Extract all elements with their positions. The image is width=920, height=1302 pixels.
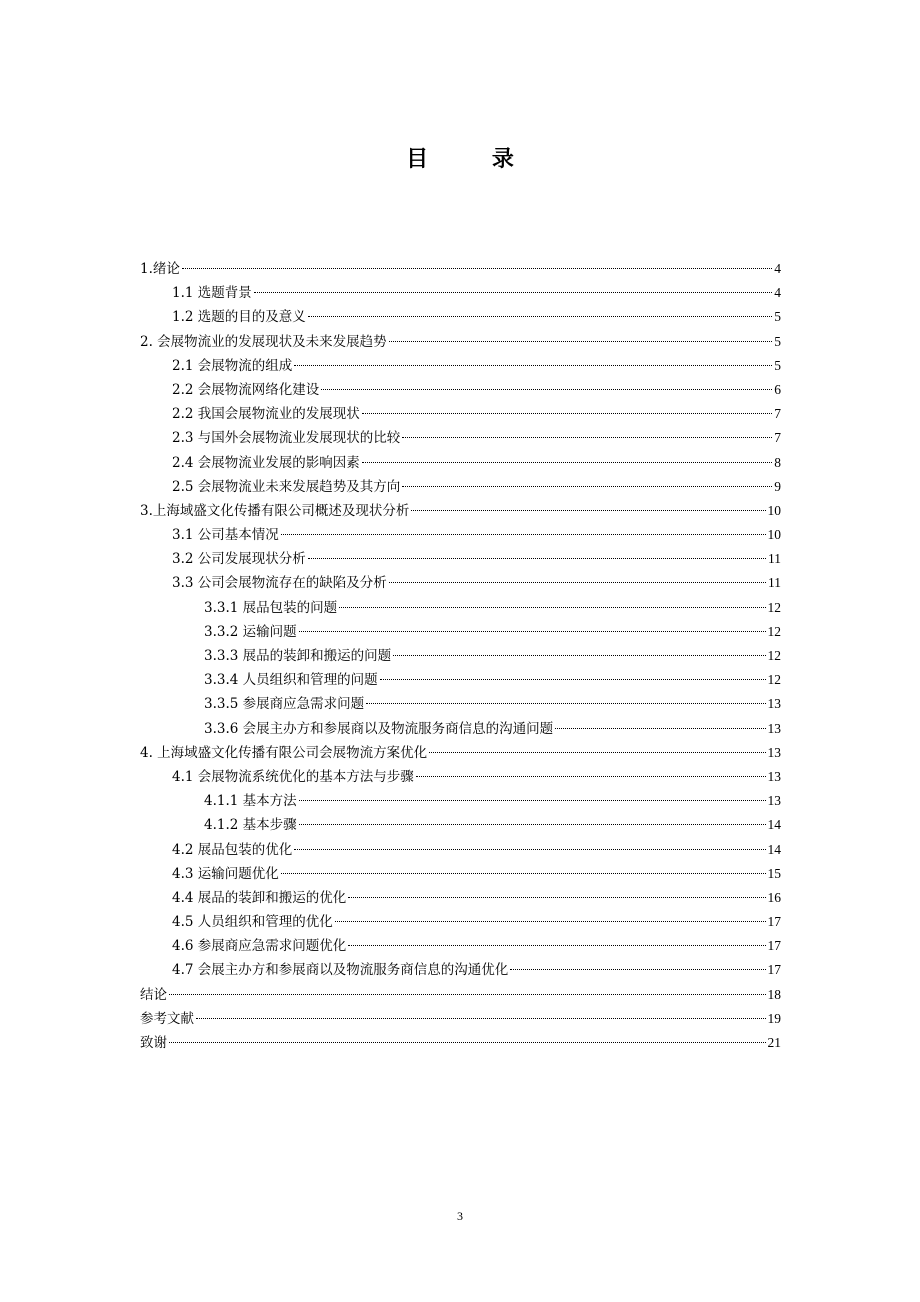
- toc-entry[interactable]: [140, 692, 781, 716]
- toc-entry-label: 4.5 人员组织和管理的优化: [172, 914, 333, 931]
- toc-entry-label: 3.3.1 展品包装的问题: [204, 599, 338, 616]
- toc-entry-page: 13: [767, 744, 781, 760]
- toc-entry-page: 14: [767, 841, 781, 857]
- page-number: 3: [457, 1209, 463, 1223]
- toc-dot-leader: [393, 654, 765, 656]
- toc-entry-label: 3.上海域盛文化传播有限公司概述及现状分析: [140, 502, 410, 519]
- toc-entry[interactable]: [140, 1007, 781, 1031]
- toc-entry-label: 2.2 会展物流网络化建设: [172, 381, 320, 398]
- toc-entry-label: 2.5 会展物流业未来发展趋势及其方向: [172, 478, 401, 495]
- toc-entry[interactable]: [140, 571, 781, 595]
- toc-dot-leader: [389, 340, 773, 342]
- toc-entry-label: 3.3.4 人员组织和管理的问题: [204, 672, 378, 689]
- toc-entry-page: 8: [774, 454, 781, 470]
- toc-entry-page: 19: [767, 1010, 781, 1026]
- page-title: 目 录: [406, 147, 542, 172]
- toc-dot-leader: [294, 364, 772, 366]
- toc-entry[interactable]: [140, 596, 781, 620]
- toc-entry-label: 致谢: [140, 1035, 167, 1051]
- toc-entry-label: 结论: [140, 986, 167, 1003]
- toc-dot-leader: [335, 920, 766, 922]
- toc-entry[interactable]: [140, 378, 781, 402]
- toc-entry[interactable]: [140, 717, 781, 741]
- toc-dot-leader: [348, 896, 765, 898]
- toc-entry-label: 4.1.2 基本步骤: [204, 817, 297, 834]
- toc-entry-page: 4: [774, 285, 781, 301]
- toc-entry-page: 17: [767, 962, 781, 978]
- toc-entry[interactable]: [140, 402, 781, 426]
- toc-entry-page: 12: [767, 599, 781, 615]
- toc-entry[interactable]: [140, 958, 781, 982]
- toc-entry[interactable]: [140, 1031, 781, 1055]
- toc-dot-leader: [299, 823, 766, 825]
- toc-entry-page: 12: [767, 623, 781, 639]
- toc-entry[interactable]: [140, 475, 781, 499]
- toc-entry[interactable]: [140, 789, 781, 813]
- toc-entry-page: 6: [774, 381, 781, 397]
- toc-entry-page: 17: [767, 914, 781, 930]
- toc-entry[interactable]: [140, 765, 781, 789]
- toc-entry[interactable]: [140, 813, 781, 837]
- toc-entry-page: 12: [767, 672, 781, 688]
- toc-entry-label: 4. 上海域盛文化传播有限公司会展物流方案优化: [140, 744, 428, 761]
- toc-entry[interactable]: [140, 451, 781, 475]
- toc-entry-page: 13: [767, 720, 781, 736]
- toc-entry[interactable]: [140, 838, 781, 862]
- toc-entry-page: 15: [767, 865, 781, 881]
- toc-entry-page: 11: [768, 551, 781, 567]
- toc-dot-leader: [555, 727, 765, 729]
- toc-entry-page: 5: [774, 333, 781, 349]
- toc-entry-page: 21: [767, 1035, 781, 1050]
- toc-entry[interactable]: [140, 281, 781, 305]
- toc-entry-label: 4.1.1 基本方法: [204, 793, 297, 810]
- toc-entry-label: 3.3.5 参展商应急需求问题: [204, 696, 365, 713]
- toc-entry-page: 17: [767, 938, 781, 954]
- toc-entry-page: 10: [767, 502, 781, 518]
- toc-entry[interactable]: [140, 257, 781, 281]
- toc-entry-label: 3.2 公司发展现状分析: [172, 551, 306, 568]
- toc-entry-label: 1.1 选题背景: [172, 285, 252, 302]
- toc-dot-leader: [510, 968, 765, 970]
- toc-dot-leader: [348, 944, 765, 946]
- toc-entry-label: 4.7 会展主办方和参展商以及物流服务商信息的沟通优化: [172, 962, 509, 979]
- toc-entry[interactable]: [140, 426, 781, 450]
- toc-entry-label: 3.3.6 会展主办方和参展商以及物流服务商信息的沟通问题: [204, 720, 554, 737]
- toc-dot-leader: [254, 291, 772, 293]
- toc-entry-page: 11: [768, 575, 781, 591]
- toc-dot-leader: [308, 557, 766, 559]
- table-of-contents: [140, 257, 781, 1055]
- toc-entry-page: 14: [767, 817, 781, 833]
- toc-entry[interactable]: [140, 741, 781, 765]
- toc-entry-page: 7: [774, 406, 781, 422]
- toc-entry-page: 18: [767, 986, 781, 1002]
- toc-dot-leader: [380, 678, 766, 680]
- toc-entry-label: 3.3 公司会展物流存在的缺陷及分析: [172, 575, 387, 592]
- toc-entry-label: 2.3 与国外会展物流业发展现状的比较: [172, 430, 401, 447]
- toc-dot-leader: [281, 872, 766, 874]
- toc-entry-label: 4.1 会展物流系统优化的基本方法与步骤: [172, 768, 414, 785]
- toc-dot-leader: [169, 993, 766, 995]
- toc-entry-page: 13: [767, 696, 781, 712]
- toc-entry-label: 参考文献: [140, 1010, 194, 1027]
- toc-entry-page: 12: [767, 648, 781, 663]
- toc-dot-leader: [196, 1017, 766, 1019]
- toc-entry[interactable]: [140, 330, 781, 354]
- toc-entry-label: 1.2 选题的目的及意义: [172, 309, 306, 326]
- toc-entry[interactable]: [140, 523, 781, 547]
- toc-entry-page: 9: [774, 478, 781, 494]
- toc-dot-leader: [299, 799, 766, 801]
- toc-entry-page: 5: [774, 309, 781, 325]
- toc-entry-label: 4.4 展品的装卸和搬运的优化: [172, 889, 347, 906]
- toc-dot-leader: [299, 630, 766, 632]
- toc-dot-leader: [182, 267, 772, 269]
- toc-entry[interactable]: [140, 620, 781, 644]
- toc-entry[interactable]: [140, 547, 781, 571]
- toc-entry[interactable]: [140, 983, 781, 1007]
- toc-entry-label: 3.3.3 展品的装卸和搬运的问题: [204, 648, 392, 664]
- toc-entry[interactable]: [140, 934, 781, 958]
- toc-entry-label: 2.1 会展物流的组成: [172, 357, 293, 374]
- toc-entry[interactable]: [140, 499, 781, 523]
- toc-dot-leader: [362, 412, 772, 414]
- toc-dot-leader: [339, 606, 765, 608]
- toc-dot-leader: [429, 751, 765, 753]
- toc-entry-label: 1.绪论: [140, 261, 180, 277]
- toc-entry[interactable]: [140, 644, 781, 668]
- toc-entry[interactable]: [140, 305, 781, 329]
- toc-entry[interactable]: [140, 668, 781, 692]
- toc-dot-leader: [294, 848, 765, 850]
- toc-entry-label: 2. 会展物流业的发展现状及未来发展趋势: [140, 333, 387, 350]
- toc-entry-page: 10: [767, 527, 781, 543]
- toc-dot-leader: [362, 461, 772, 463]
- toc-dot-leader: [366, 702, 765, 704]
- toc-dot-leader: [281, 533, 766, 535]
- toc-dot-leader: [411, 509, 765, 511]
- toc-dot-leader: [402, 436, 772, 438]
- toc-entry-label: 4.6 参展商应急需求问题优化: [172, 938, 347, 955]
- toc-dot-leader: [321, 388, 772, 390]
- toc-entry[interactable]: [140, 354, 781, 378]
- toc-dot-leader: [308, 315, 772, 317]
- toc-dot-leader: [169, 1041, 766, 1043]
- toc-entry-label: 3.1 公司基本情况: [172, 527, 279, 544]
- toc-entry-label: 4.3 运输问题优化: [172, 865, 279, 882]
- toc-entry-page: 5: [774, 357, 781, 373]
- toc-dot-leader: [416, 775, 766, 777]
- toc-dot-leader: [402, 485, 772, 487]
- toc-entry[interactable]: [140, 862, 781, 886]
- toc-entry-label: 4.2 展品包装的优化: [172, 841, 293, 858]
- toc-entry-page: 13: [767, 768, 781, 784]
- toc-entry-label: 2.2 我国会展物流业的发展现状: [172, 406, 360, 423]
- toc-entry-label: 2.4 会展物流业发展的影响因素: [172, 454, 360, 471]
- toc-entry-page: 4: [774, 261, 781, 276]
- toc-entry-page: 7: [774, 430, 781, 446]
- toc-entry[interactable]: [140, 886, 781, 910]
- toc-dot-leader: [389, 581, 766, 583]
- toc-entry-page: 13: [767, 793, 781, 809]
- toc-entry-page: 16: [767, 889, 781, 905]
- toc-entry-label: 3.3.2 运输问题: [204, 623, 297, 640]
- toc-entry[interactable]: [140, 910, 781, 934]
